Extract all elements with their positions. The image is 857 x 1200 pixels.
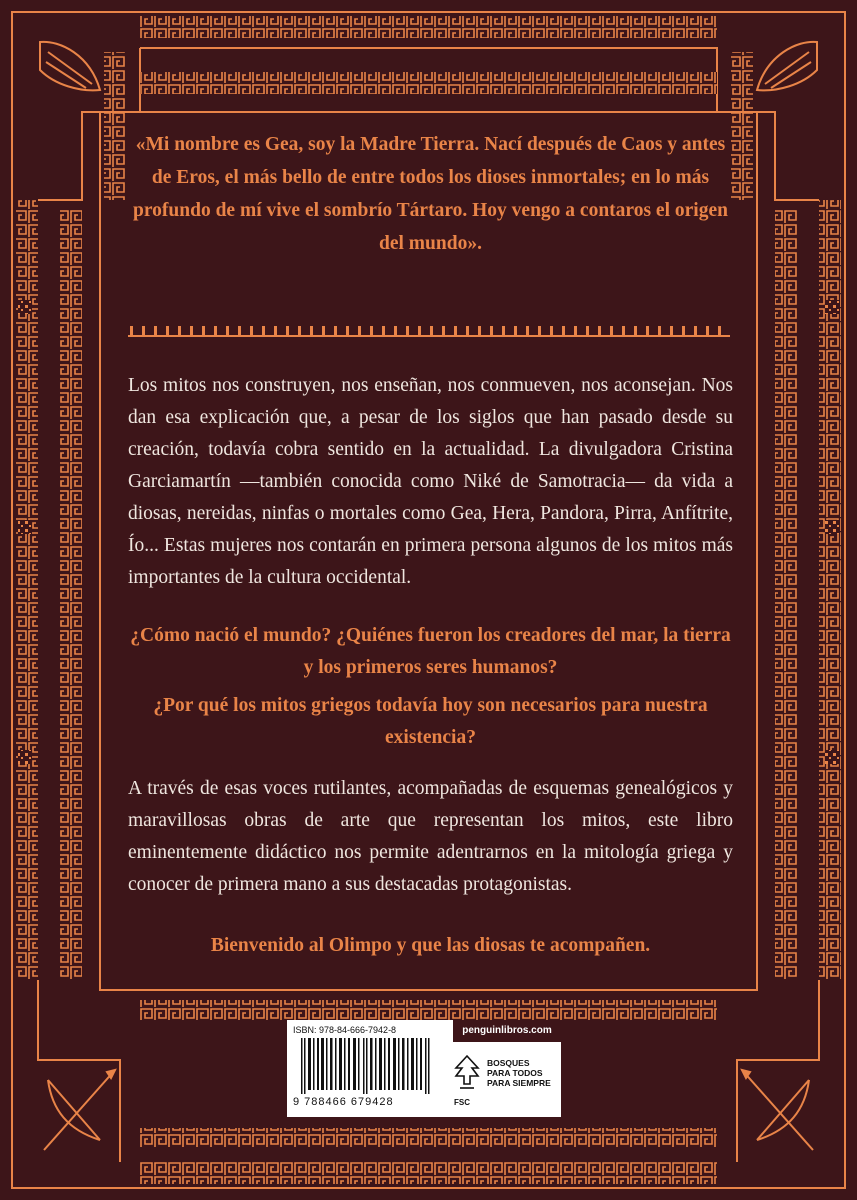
- divider-line: [128, 326, 730, 336]
- barcode-digits: 9 788466 679428: [293, 1096, 394, 1108]
- barcode-bars: [293, 1038, 443, 1094]
- description-paragraph-2: A través de esas voces rutilantes, acompañadas de esquemas genealógicos y maravillosas obras de arte que representan los mitos, este libro eminentemente didáctico nos permite adentrarnos en la mitología griega y conocer de primera mano a sus destacadas protagonistas.: [128, 778, 733, 895]
- fsc-slogan: BOSQUES PARA TODOS PARA SIEMPRE: [487, 1058, 551, 1088]
- description-paragraph-1: Los mitos nos construyen, nos enseñan, nos conmueven, nos aconsejan. Nos dan esa explicación que, a pesar de los siglos que han pasado desde su creación, todavía cobra sentido en la actualidad. La divulgadora Cristina Garciamartín —también conocida como Niké de Samotracia— da vida a diosas, nereidas, ninfas o mortales como Gea, Hera, Pandora, Pirra, Anfítrite, Ío... Estas mujeres nos contarán en primera persona algunos de los mitos más importantes de la cultura occidental.: [128, 375, 733, 588]
- question-1: ¿Cómo nació el mundo? ¿Quiénes fueron los creadores del mar, la tierra y los primeros seres humanos?: [130, 625, 731, 678]
- gea-quote: «Mi nombre es Gea, soy la Madre Tierra. Nací después de Caos y antes de Eros, el más bello de entre todos los dioses inmortales; en lo más profundo de mí vive el sombrío Tártaro. Hoy vengo a contaros el origen del mundo».: [133, 134, 728, 254]
- fsc-tree-icon: [454, 1054, 480, 1096]
- barcode-box: [287, 1020, 561, 1117]
- questions-block: [128, 620, 733, 760]
- isbn-label: ISBN: 978-84-666-7942-8: [293, 1025, 397, 1035]
- fsc-label: FSC: [454, 1098, 470, 1107]
- publisher-site: penguinlibros.com: [453, 1020, 561, 1042]
- closing-line: Bienvenido al Olimpo y que las diosas te acompañen.: [210, 935, 651, 956]
- question-2: ¿Por qué los mitos griegos todavía hoy son necesarios para nuestra existencia?: [153, 695, 708, 748]
